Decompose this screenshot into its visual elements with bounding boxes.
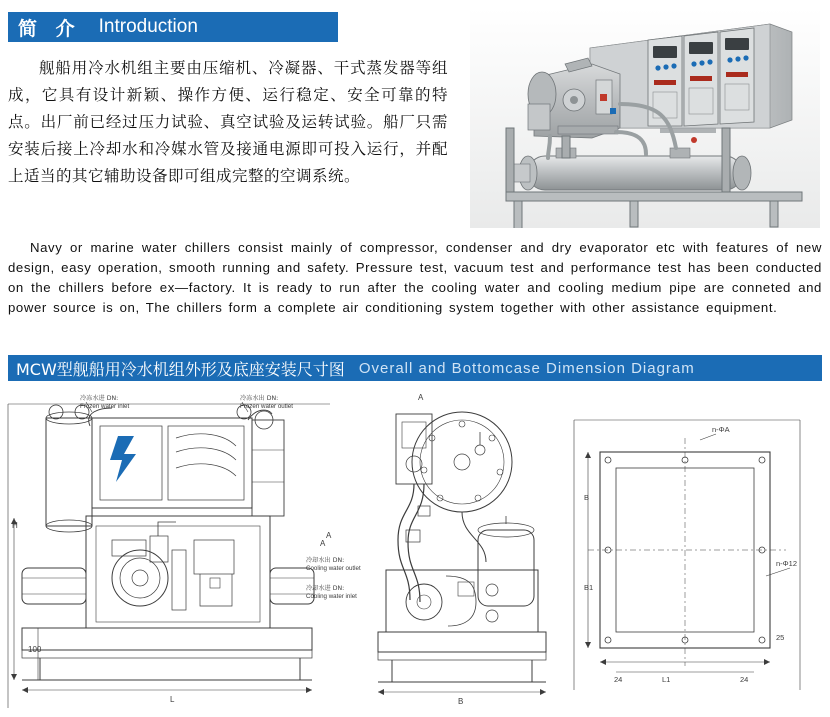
introduction-header-bar <box>8 12 338 42</box>
introduction-title-en: Introduction <box>98 16 198 37</box>
svg-text:A: A <box>418 393 424 402</box>
svg-text:B: B <box>458 697 464 706</box>
label-cooling-water-inlet-en: Cooling water inlet <box>306 593 357 600</box>
label-frozen-water-outlet-en: Frozen water outlet <box>240 403 293 410</box>
dimension-title-cn: MCW型舰船用冷水机组外形及底座安装尺寸图 <box>16 359 345 379</box>
introduction-title-cn: 简 介 <box>18 17 81 40</box>
dimension-title-en: Overall and Bottomcase Dimension Diagram <box>358 359 695 377</box>
label-frozen-water-inlet-en: Frozen water inlet <box>80 403 130 410</box>
label-frozen-water-outlet-cn: 冷冻水出 DN: <box>240 395 279 402</box>
product-photo <box>470 8 820 228</box>
svg-text:24: 24 <box>740 675 749 684</box>
svg-text:100: 100 <box>28 645 42 654</box>
introduction-body-en <box>8 238 822 318</box>
svg-text:25: 25 <box>776 633 785 642</box>
svg-text:A: A <box>320 539 326 548</box>
svg-text:24: 24 <box>614 675 623 684</box>
introduction-body-en-text: Navy or marine water chillers consist mainly of compressor, condenser and dry evaporator etc with features of new design, easy operation, smooth running and safety. Pressure test, vacuum test and performance test has been conducted on the chillers before ex—factory. It is ready to run after the cooling water and cooling medium pipe are conneted and power source is on, The chillers form a complete air conditioning system together with other assistance equipment. <box>8 240 822 315</box>
label-frozen-water-inlet-cn: 冷冻水进 DN: <box>80 395 119 402</box>
svg-text:n-Φ12: n-Φ12 <box>776 559 797 568</box>
label-cooling-water-outlet-cn: 冷却水出 DN: <box>306 557 345 564</box>
bottomcase-plan-drawing <box>574 420 800 690</box>
svg-text:n-ΦA: n-ΦA <box>712 425 730 434</box>
svg-text:B1: B1 <box>584 583 594 592</box>
dimension-header-bar <box>8 355 822 381</box>
svg-text:L1: L1 <box>662 675 671 684</box>
svg-text:L: L <box>170 695 175 704</box>
label-cooling-water-inlet-cn: 冷却水进 DN: <box>306 585 345 592</box>
dimension-drawings <box>0 390 830 715</box>
svg-text:A: A <box>326 531 332 540</box>
introduction-body-cn: 舰船用冷水机组主要由压缩机、冷凝器、干式蒸发器等组成，它具有设计新颖、操作方便、运行稳定、安全可靠的特点。出厂前已经过压力试验、真空试验及运转试验。船厂只需安装后接上冷却水和冷媒水管及接通电源即可投入运行，并配上适当的其它辅助设备即可组成完整的空调系统。 <box>8 59 448 185</box>
front-elevation-drawing <box>8 402 332 708</box>
side-elevation-drawing <box>378 393 546 706</box>
svg-text:H: H <box>12 521 18 530</box>
svg-text:B: B <box>584 493 590 502</box>
label-cooling-water-outlet-en: Cooling water outlet <box>306 565 361 572</box>
